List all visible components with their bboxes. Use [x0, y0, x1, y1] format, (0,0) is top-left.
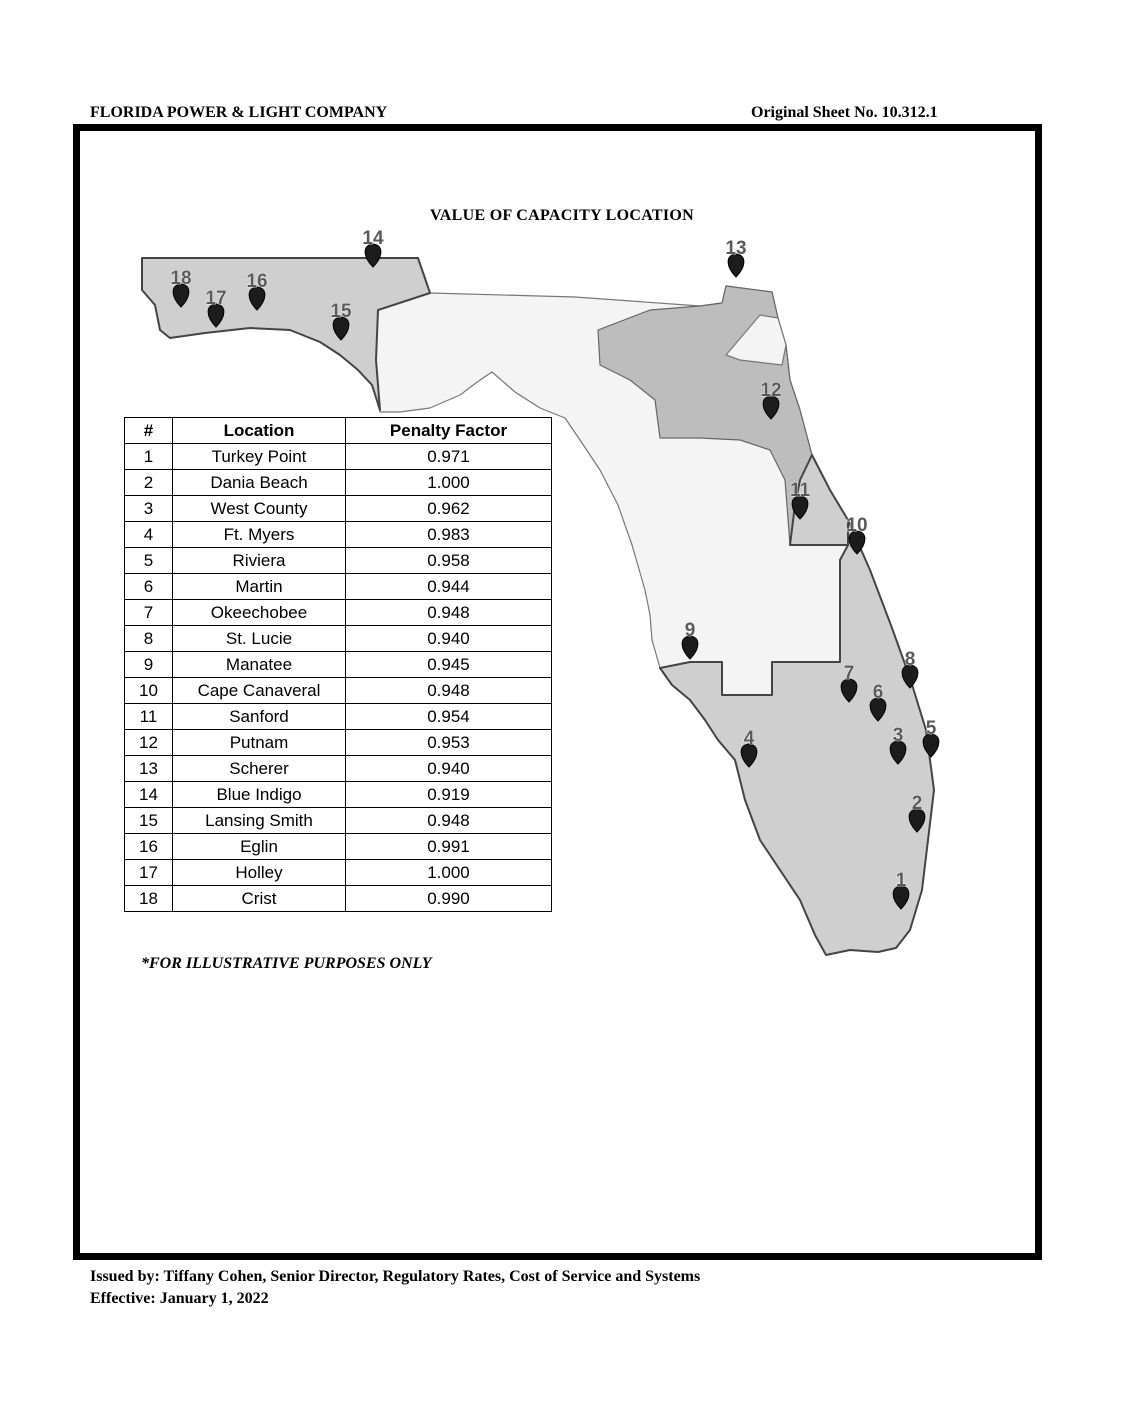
company-name: FLORIDA POWER & LIGHT COMPANY	[90, 104, 388, 121]
cell-location: Scherer	[173, 756, 346, 782]
cell-number: 16	[125, 834, 173, 860]
cell-location: Eglin	[173, 834, 346, 860]
col-header-number: #	[125, 418, 173, 444]
cell-penalty-factor: 0.991	[346, 834, 552, 860]
map-marker-label: 14	[362, 228, 384, 249]
cell-number: 11	[125, 704, 173, 730]
penalty-factor-table	[124, 417, 552, 912]
table-row	[125, 444, 552, 470]
table-row	[125, 522, 552, 548]
issued-by: Issued by: Tiffany Cohen, Senior Director, Regulatory Rates, Cost of Service and Systems	[90, 1268, 701, 1285]
table-row	[125, 756, 552, 782]
cell-location: Blue Indigo	[173, 782, 346, 808]
map-marker-label: 17	[205, 288, 227, 309]
cell-penalty-factor: 0.990	[346, 886, 552, 912]
map-marker-label: 3	[892, 725, 904, 746]
cell-penalty-factor: 1.000	[346, 860, 552, 886]
cell-location: Ft. Myers	[173, 522, 346, 548]
map-marker-label: 5	[925, 718, 937, 739]
table-row	[125, 834, 552, 860]
cell-penalty-factor: 0.940	[346, 626, 552, 652]
table-row	[125, 886, 552, 912]
table-row	[125, 704, 552, 730]
cell-number: 7	[125, 600, 173, 626]
map-marker-label: 1	[895, 870, 907, 891]
cell-number: 10	[125, 678, 173, 704]
map-marker-label: 15	[330, 301, 352, 322]
cell-number: 9	[125, 652, 173, 678]
cell-number: 6	[125, 574, 173, 600]
map-marker-label: 11	[789, 480, 811, 501]
map-marker-label: 4	[743, 728, 755, 749]
cell-number: 18	[125, 886, 173, 912]
effective-date: Effective: January 1, 2022	[90, 1290, 269, 1307]
cell-number: 5	[125, 548, 173, 574]
cell-location: Putnam	[173, 730, 346, 756]
cell-penalty-factor: 0.944	[346, 574, 552, 600]
cell-number: 13	[125, 756, 173, 782]
map-marker-label: 16	[246, 271, 268, 292]
map-marker-label: 8	[904, 649, 916, 670]
cell-location: Lansing Smith	[173, 808, 346, 834]
table-row	[125, 496, 552, 522]
table-header-row	[125, 418, 552, 444]
cell-number: 17	[125, 860, 173, 886]
cell-penalty-factor: 0.919	[346, 782, 552, 808]
table-row	[125, 470, 552, 496]
cell-location: Holley	[173, 860, 346, 886]
table-row	[125, 678, 552, 704]
cell-penalty-factor: 0.971	[346, 444, 552, 470]
map-marker-label: 18	[170, 268, 192, 289]
cell-penalty-factor: 1.000	[346, 470, 552, 496]
cell-penalty-factor: 0.948	[346, 678, 552, 704]
cell-number: 8	[125, 626, 173, 652]
cell-penalty-factor: 0.954	[346, 704, 552, 730]
cell-penalty-factor: 0.962	[346, 496, 552, 522]
cell-penalty-factor: 0.940	[346, 756, 552, 782]
map-marker-label: 13	[725, 238, 747, 259]
map-title: VALUE OF CAPACITY LOCATION	[430, 207, 694, 224]
cell-number: 3	[125, 496, 173, 522]
cell-number: 1	[125, 444, 173, 470]
cell-location: Martin	[173, 574, 346, 600]
map-marker-label: 2	[911, 793, 923, 814]
map-marker-label: 12	[760, 380, 782, 401]
cell-penalty-factor: 0.945	[346, 652, 552, 678]
table-row	[125, 730, 552, 756]
cell-location: Sanford	[173, 704, 346, 730]
cell-location: Turkey Point	[173, 444, 346, 470]
cell-location: Crist	[173, 886, 346, 912]
cell-location: Riviera	[173, 548, 346, 574]
cell-location: Manatee	[173, 652, 346, 678]
sheet-number: Original Sheet No. 10.312.1	[751, 104, 938, 121]
table-row	[125, 652, 552, 678]
cell-location: West County	[173, 496, 346, 522]
map-marker-label: 6	[872, 682, 884, 703]
table-row	[125, 860, 552, 886]
cell-number: 14	[125, 782, 173, 808]
cell-penalty-factor: 0.958	[346, 548, 552, 574]
map-marker-label: 9	[684, 620, 696, 641]
cell-location: St. Lucie	[173, 626, 346, 652]
cell-number: 4	[125, 522, 173, 548]
map-marker	[725, 238, 746, 277]
table-row	[125, 808, 552, 834]
table-row	[125, 782, 552, 808]
table-row	[125, 548, 552, 574]
table-row	[125, 600, 552, 626]
cell-location: Dania Beach	[173, 470, 346, 496]
cell-number: 15	[125, 808, 173, 834]
cell-penalty-factor: 0.948	[346, 808, 552, 834]
cell-penalty-factor: 0.983	[346, 522, 552, 548]
table-row	[125, 626, 552, 652]
cell-penalty-factor: 0.953	[346, 730, 552, 756]
cell-location: Cape Canaveral	[173, 678, 346, 704]
cell-number: 2	[125, 470, 173, 496]
map-marker-label: 7	[843, 663, 855, 684]
illustrative-note: *FOR ILLUSTRATIVE PURPOSES ONLY	[141, 955, 432, 972]
col-header-location: Location	[173, 418, 346, 444]
map-marker-label: 10	[846, 515, 868, 536]
col-header-penalty-factor: Penalty Factor	[346, 418, 552, 444]
cell-number: 12	[125, 730, 173, 756]
table-row	[125, 574, 552, 600]
cell-penalty-factor: 0.948	[346, 600, 552, 626]
cell-location: Okeechobee	[173, 600, 346, 626]
